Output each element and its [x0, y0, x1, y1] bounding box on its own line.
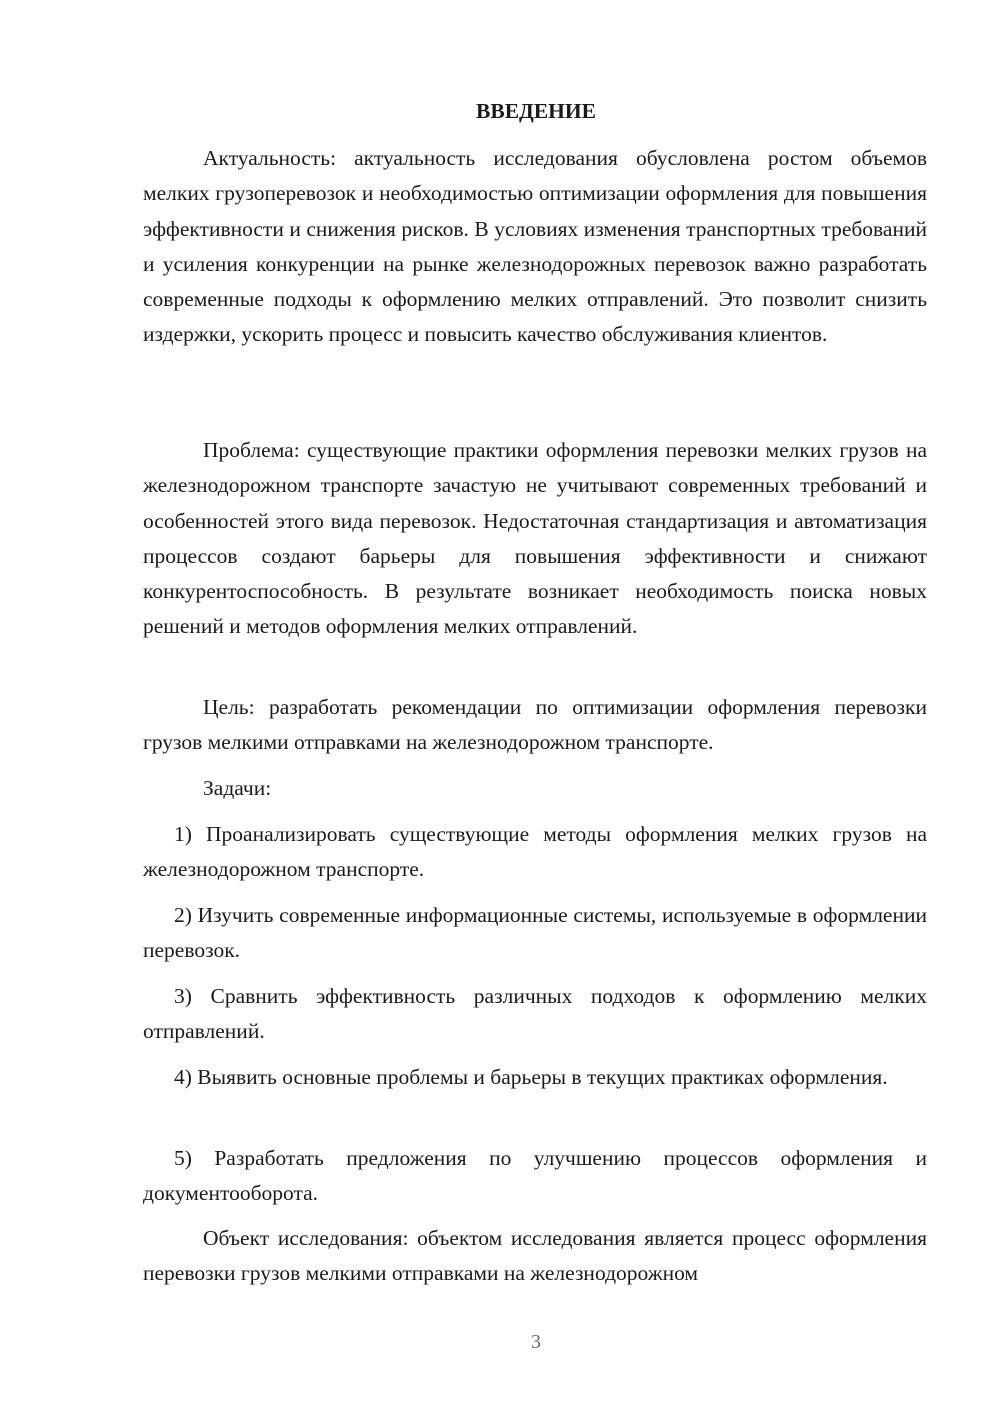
paragraph-problem: Проблема: существующие практики оформления перевозки мелких грузов на железнодорожном транспорте зачастую не учитывают современных требований и особенностей этого вида перевозок. Недостаточная стандартизация и автоматизация процессов создают барьеры для повышения эффективности и снижают конкурентоспособность. В результате возникает необходимость поиска новых решений и методов оформления мелких отправлений. — [143, 438, 927, 639]
task-item-4: 4) Выявить основные проблемы и барьеры в текущих практиках оформления. — [174, 1065, 888, 1089]
paragraph-object: Объект исследования: объектом исследования является процесс оформления перевозки грузов мелкими отправками на железнодорожном — [143, 1226, 927, 1286]
task-item-5: 5) Разработать предложения по улучшению процессов оформления и документооборота. — [143, 1146, 927, 1206]
paragraph-goal: Цель: разработать рекомендации по оптимизации оформления перевозки грузов мелкими отправками на железнодорожном транспорте. — [143, 695, 927, 755]
tasks-heading: Задачи: — [203, 776, 272, 800]
page-number: 3 — [531, 1331, 541, 1353]
task-item-3: 3) Сравнить эффективность различных подходов к оформлению мелких отправлений. — [143, 984, 927, 1044]
task-item-2: 2) Изучить современные информационные системы, используемые в оформлении перевозок. — [143, 903, 927, 963]
page-title: ВВЕДЕНИЕ — [476, 99, 596, 123]
paragraph-relevance: Актуальность: актуальность исследования обусловлена ростом объемов мелких грузоперевозок и необходимостью оптимизации оформления для повышения эффективности и снижения рисков. В условиях изменения транспортных требований и усиления конкуренции на рынке железнодорожных перевозок важно разработать современные подходы к оформлению мелких отправлений. Это позволит снизить издержки, ускорить процесс и повысить качество обслуживания клиентов. — [143, 146, 927, 347]
task-item-1: 1) Проанализировать существующие методы оформления мелких грузов на железнодорожном транспорте. — [143, 822, 927, 882]
